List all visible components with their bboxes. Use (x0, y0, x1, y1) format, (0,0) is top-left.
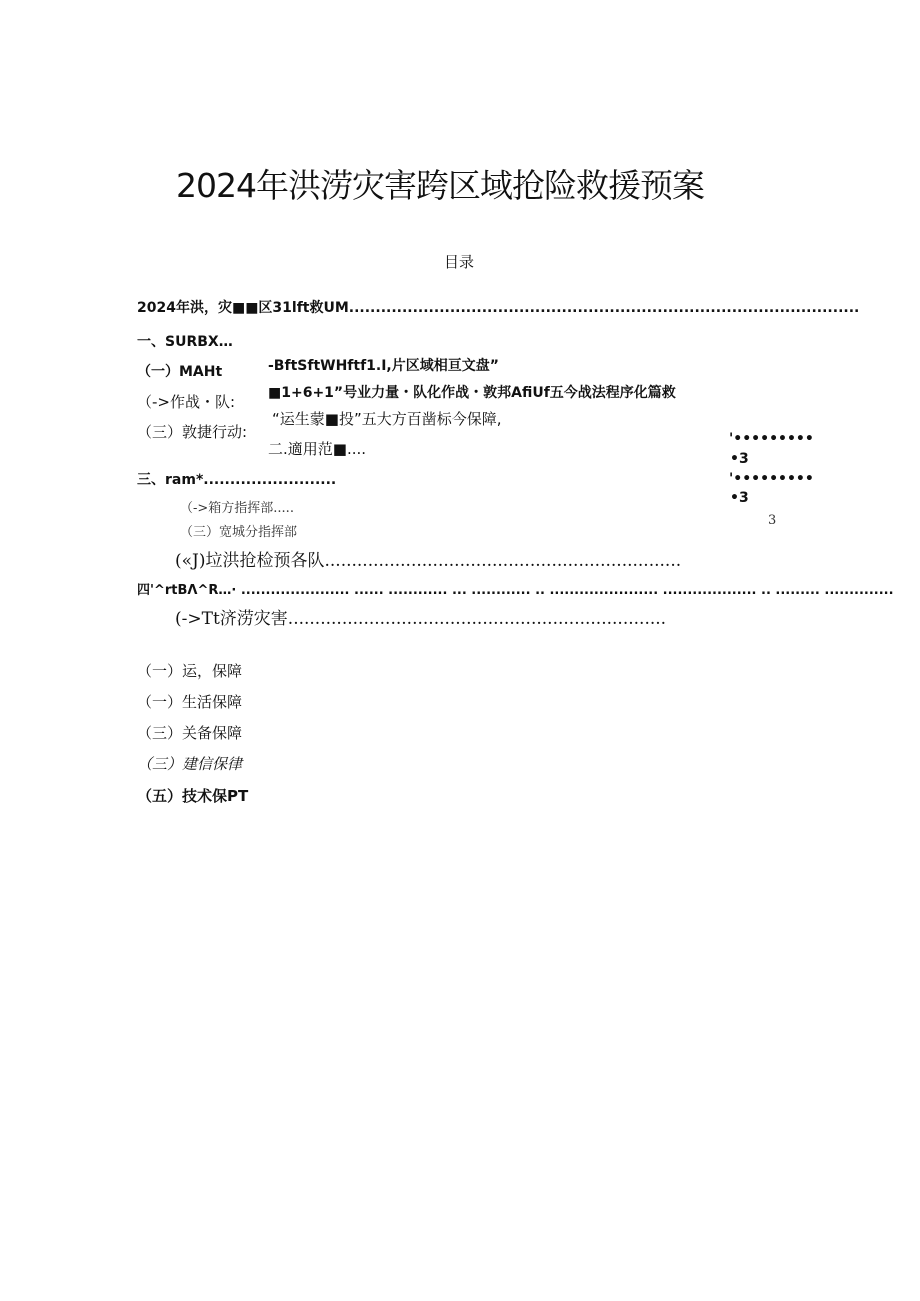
toc-entry[interactable]: （->箱方指挥部..... (180, 501, 294, 516)
toc-entry[interactable]: （一）运，保障 (137, 662, 243, 680)
toc-entry[interactable]: （一）生活保障 (137, 693, 243, 711)
body-text: ■1+6+1”号业力量・队化作战・敦邦AfiUf五今战法程序化篇救 (268, 385, 676, 401)
body-text: “运生蒙■投”五大方百凿标今保障, (272, 410, 502, 428)
page-number: 3 (768, 513, 777, 528)
page-number: •3 (730, 451, 749, 467)
toc-entry[interactable]: 一、SURBX… (137, 334, 233, 350)
toc-entry[interactable]: （三）关备保障 (137, 724, 243, 742)
toc-entry[interactable]: （三）建信保律 (137, 755, 243, 773)
toc-entry[interactable]: （三）敦捷行动: (137, 423, 248, 441)
page-number-dots: '••••••••• (729, 431, 814, 447)
toc-entry[interactable]: （一）MAHt (137, 364, 223, 380)
toc-entry[interactable]: （五）技术保PT (137, 787, 249, 805)
page-number: •3 (730, 490, 749, 506)
toc-entry[interactable]: («J)垃洪抢检预各队.................................................................. (175, 551, 682, 571)
toc-entry[interactable]: 四'^rtBΛ^R…· ...................... ...... ............ ... ............ .. ...................... ................... .. ......... .............. (137, 583, 894, 598)
toc-entry[interactable]: (->Tt济涝灾害...................................................................... (175, 609, 667, 629)
document-title: 2024年洪涝灾害跨区域抢险救援预案 (176, 166, 704, 205)
toc-entry[interactable]: 2024年洪，灾■■区31lft救UM................................................................................................ (137, 300, 860, 316)
body-text: -BftSftWHftf1.I,片区域相亘文盘” (268, 358, 499, 374)
toc-entry[interactable]: 二.適用范■.... (268, 440, 367, 458)
toc-entry[interactable]: 三、ram*......................... (137, 472, 337, 488)
toc-entry[interactable]: （三）宽城分指挥部 (180, 525, 298, 540)
toc-entry[interactable]: （->作战・队: (137, 393, 236, 411)
page-number-dots: '••••••••• (729, 471, 814, 487)
toc-heading: 目录 (444, 253, 475, 271)
